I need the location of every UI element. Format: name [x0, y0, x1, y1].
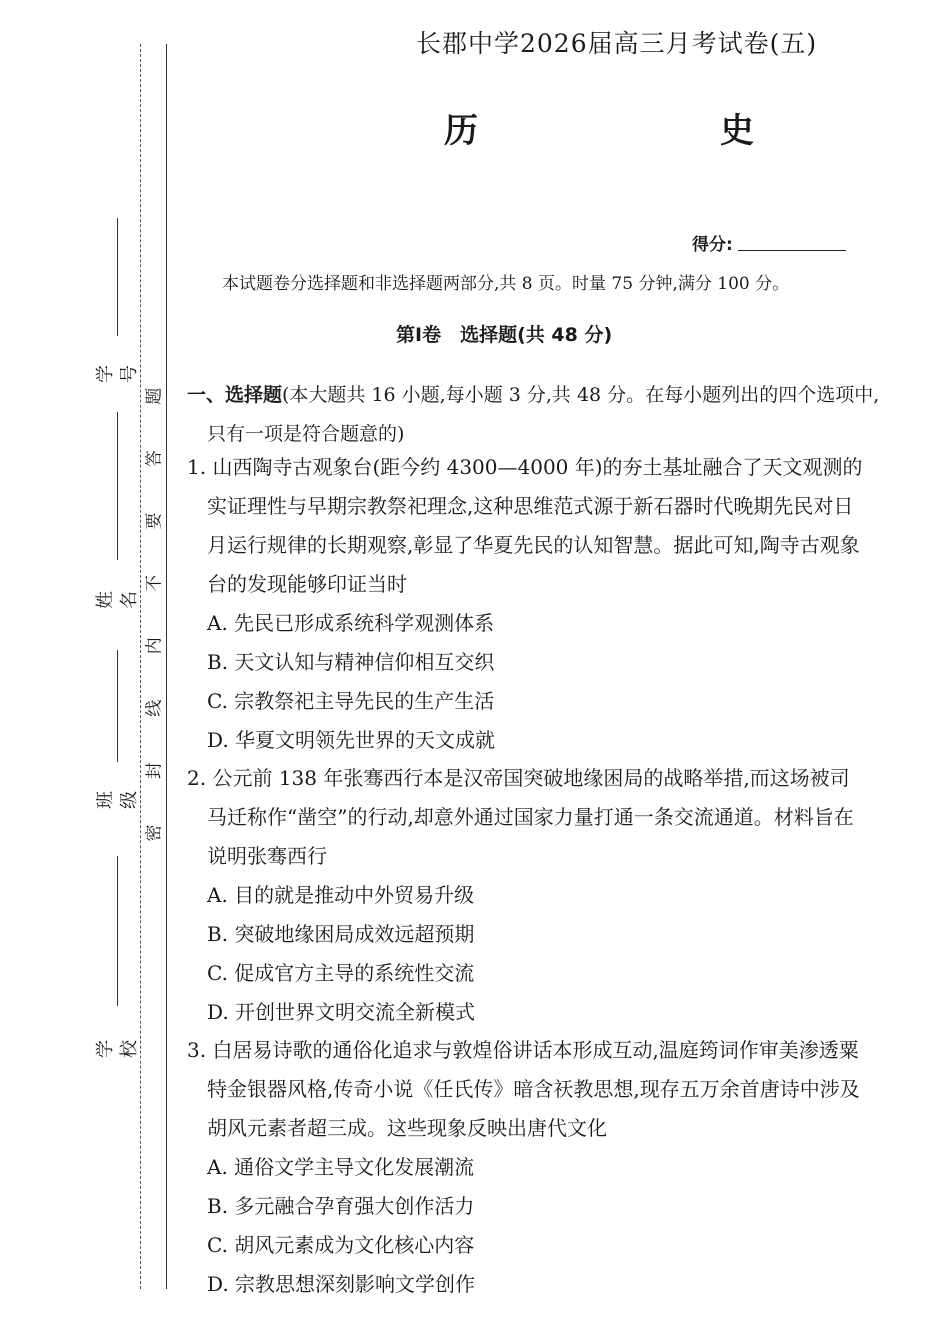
class-blank[interactable] — [117, 650, 118, 762]
name-label: 姓 名 — [95, 591, 140, 609]
part-heading-desc: (本大题共 16 小题,每小题 3 分,共 48 分。在每小题列出的四个选项中,只有一项是符合题意的) — [207, 384, 880, 445]
student-number-label: 学 号 — [95, 365, 140, 383]
class-label: 班 级 — [95, 791, 140, 809]
option-a[interactable]: A. 先民已形成系统科学观测体系 — [207, 611, 495, 635]
option-d[interactable]: D. 华夏文明领先世界的天文成就 — [207, 728, 496, 752]
school-label: 学 校 — [95, 1040, 140, 1058]
option-b[interactable]: B. 天文认知与精神信仰相互交织 — [207, 650, 495, 674]
question-stem: 3. 白居易诗歌的通俗化追求与敦煌俗讲话本形成互动,温庭筠词作审美渗透粟特金银器风格,传奇小说《任氏传》暗含祆教思想,现存五万余首唐诗中涉及胡风元素者超三成。这些现象反映出唐代文化 — [187, 1038, 860, 1140]
option-b[interactable]: B. 多元融合孕育强大创作活力 — [207, 1194, 475, 1218]
part-heading-title: 一、选择题 — [187, 384, 283, 406]
seal-notice: 密 封 线 内 不 要 答 题 — [144, 367, 165, 842]
option-c[interactable]: C. 促成官方主导的系统性交流 — [207, 961, 475, 985]
question-stem: 2. 公元前 138 年张骞西行本是汉帝国突破地缘困局的战略举措,而这场被司马迁称作“凿空”的行动,却意外通过国家力量打通一条交流通道。材料旨在说明张骞西行 — [187, 766, 854, 868]
option-b[interactable]: B. 突破地缘困局成效远超预期 — [207, 922, 475, 946]
exam-header: 长郡中学2026届高三月考试卷(五) — [416, 29, 818, 58]
option-c[interactable]: C. 宗教祭祀主导先民的生产生活 — [207, 689, 495, 713]
student-number-blank[interactable] — [117, 218, 118, 336]
question-stem: 1. 山西陶寺古观象台(距今约 4300—4000 年)的夯土基址融合了天文观测的实证理性与早期宗教祭祀理念,这种思维范式源于新石器时代晚期先民对日月运行规律的长期观察,彰显了华夏先民的认知智慧。据此可知,陶寺古观象台的发现能够印证当时 — [187, 455, 863, 596]
section-title: 选择题(共 48 分) — [460, 324, 613, 346]
volume-label: 第Ⅰ卷 — [396, 324, 442, 346]
exam-intro: 本试题卷分选择题和非选择题两部分,共 8 页。时量 75 分钟,满分 100 分。 — [222, 274, 790, 294]
page-title: 历 史 — [444, 111, 812, 151]
school-blank[interactable] — [117, 856, 118, 1006]
option-a[interactable]: A. 目的就是推动中外贸易升级 — [207, 883, 475, 907]
option-a[interactable]: A. 通俗文学主导文化发展潮流 — [207, 1155, 475, 1179]
question-1 — [187, 448, 867, 760]
question-3 — [187, 1031, 867, 1304]
option-c[interactable]: C. 胡风元素成为文化核心内容 — [207, 1233, 475, 1257]
part-heading — [187, 376, 887, 454]
section-heading — [396, 320, 612, 347]
score-label: 得分: — [692, 235, 733, 255]
score-blank[interactable] — [738, 250, 846, 251]
option-d[interactable]: D. 宗教思想深刻影响文学创作 — [207, 1272, 476, 1296]
question-2 — [187, 759, 867, 1032]
name-blank[interactable] — [117, 412, 118, 560]
option-d[interactable]: D. 开创世界文明交流全新模式 — [207, 1000, 476, 1024]
